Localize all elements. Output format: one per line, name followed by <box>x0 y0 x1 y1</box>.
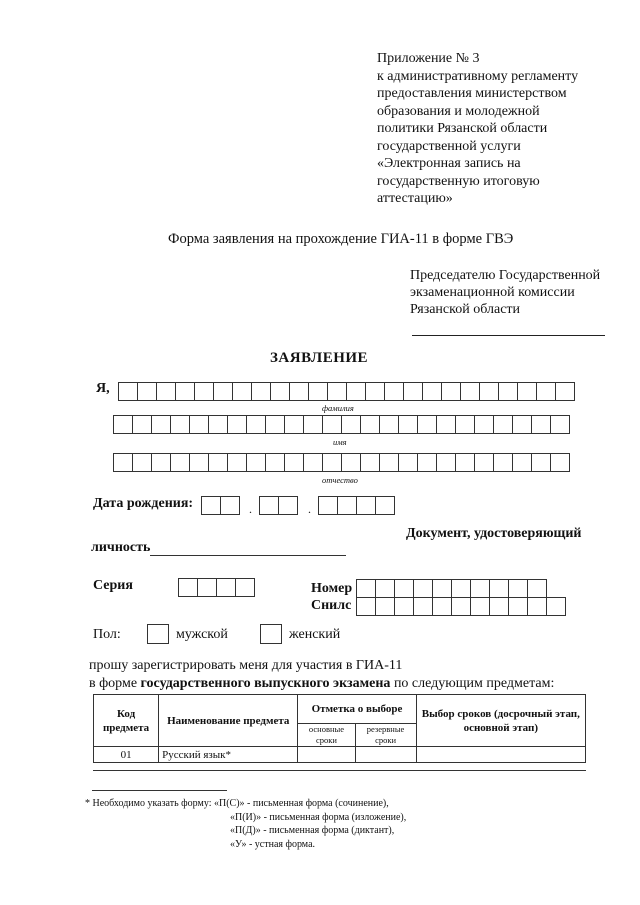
input-cell[interactable] <box>216 578 236 597</box>
appendix-line: образования и молодежной <box>377 103 540 119</box>
document-input-line[interactable] <box>150 555 346 556</box>
input-cell[interactable] <box>246 453 266 472</box>
row-code: 01 <box>94 747 159 763</box>
row-reserve-mark[interactable] <box>355 747 416 763</box>
input-cell[interactable] <box>546 597 566 616</box>
input-cell[interactable] <box>360 415 380 434</box>
input-cell[interactable] <box>170 415 190 434</box>
input-cell[interactable] <box>451 597 471 616</box>
snils-cells[interactable] <box>356 597 565 616</box>
document-label: Документ, удостоверяющий <box>406 526 582 541</box>
input-cell[interactable] <box>417 453 437 472</box>
input-cell[interactable] <box>132 415 152 434</box>
surname-cells[interactable] <box>118 382 574 401</box>
input-cell[interactable] <box>156 382 176 401</box>
series-cells[interactable] <box>178 578 254 597</box>
input-cell[interactable] <box>151 453 171 472</box>
input-cell[interactable] <box>246 415 266 434</box>
input-cell[interactable] <box>227 453 247 472</box>
surname-caption: фамилия <box>322 403 354 413</box>
input-cell[interactable] <box>508 597 528 616</box>
input-cell[interactable] <box>113 415 133 434</box>
input-cell[interactable] <box>356 579 376 598</box>
input-cell[interactable] <box>265 415 285 434</box>
request-line-2 <box>89 676 554 692</box>
input-cell[interactable] <box>278 496 298 515</box>
appendix-line: государственной услуги <box>377 138 521 154</box>
birth-sep: . <box>249 502 252 516</box>
addressee-line: Председателю Государственной <box>410 268 601 283</box>
female-checkbox[interactable] <box>260 624 282 644</box>
appendix-header <box>377 50 617 208</box>
input-cell[interactable] <box>474 415 494 434</box>
input-cell[interactable] <box>489 597 509 616</box>
input-cell[interactable] <box>413 597 433 616</box>
input-cell[interactable] <box>197 578 217 597</box>
female-label: женский <box>289 627 341 642</box>
request-exam-type: государственного выпускного экзамена <box>140 676 391 691</box>
input-cell[interactable] <box>189 453 209 472</box>
appendix-line: Приложение № 3 <box>377 51 480 66</box>
input-cell[interactable] <box>403 382 423 401</box>
footnote-line: «П(Д)» - письменная форма (диктант), <box>230 825 395 836</box>
input-cell[interactable] <box>398 453 418 472</box>
input-cell[interactable] <box>194 382 214 401</box>
input-cell[interactable] <box>441 382 461 401</box>
patronymic-cells[interactable] <box>113 453 569 472</box>
input-cell[interactable] <box>265 453 285 472</box>
row-subject-name: Русский язык* <box>159 747 298 763</box>
footnote-line: «У» - устная форма. <box>230 838 316 850</box>
input-cell[interactable] <box>375 597 395 616</box>
col-reserve-header: резервные сроки <box>355 724 416 747</box>
input-cell[interactable] <box>455 453 475 472</box>
input-cell[interactable] <box>417 415 437 434</box>
input-cell[interactable] <box>555 382 575 401</box>
input-cell[interactable] <box>550 415 570 434</box>
input-cell[interactable] <box>341 453 361 472</box>
input-cell[interactable] <box>113 453 133 472</box>
appendix-line: «Электронная запись на <box>377 156 521 171</box>
input-cell[interactable] <box>422 382 442 401</box>
male-checkbox[interactable] <box>147 624 169 644</box>
input-cell[interactable] <box>322 453 342 472</box>
input-cell[interactable] <box>251 382 271 401</box>
input-cell[interactable] <box>132 453 152 472</box>
input-cell[interactable] <box>356 496 376 515</box>
input-cell[interactable] <box>303 415 323 434</box>
input-cell[interactable] <box>432 597 452 616</box>
col-code-header: Код предмета <box>94 695 159 747</box>
input-cell[interactable] <box>379 453 399 472</box>
input-cell[interactable] <box>259 496 279 515</box>
document-heading: ЗАЯВЛЕНИЕ <box>270 350 369 366</box>
input-cell[interactable] <box>356 597 376 616</box>
input-cell[interactable] <box>455 415 475 434</box>
input-cell[interactable] <box>531 453 551 472</box>
input-cell[interactable] <box>527 597 547 616</box>
input-cell[interactable] <box>208 415 228 434</box>
snils-label: Снилс <box>311 598 352 613</box>
row-main-mark[interactable] <box>298 747 355 763</box>
appendix-line: к административному регламенту <box>377 68 579 84</box>
input-cell[interactable] <box>201 496 221 515</box>
input-cell[interactable] <box>346 382 366 401</box>
col-terms-header: Выбор сроков (досрочный этап, основной этап) <box>416 695 585 747</box>
input-cell[interactable] <box>151 415 171 434</box>
input-cell[interactable] <box>512 415 532 434</box>
input-cell[interactable] <box>531 415 551 434</box>
birth-date-label: Дата рождения: <box>93 496 194 511</box>
input-cell[interactable] <box>527 579 547 598</box>
input-cell[interactable] <box>479 382 499 401</box>
input-cell[interactable] <box>284 453 304 472</box>
input-cell[interactable] <box>508 579 528 598</box>
input-cell[interactable] <box>208 453 228 472</box>
input-cell[interactable] <box>512 453 532 472</box>
patronymic-caption: отчество <box>322 475 358 485</box>
input-cell[interactable] <box>493 453 513 472</box>
input-cell[interactable] <box>394 579 414 598</box>
series-label: Серия <box>93 578 133 593</box>
input-cell[interactable] <box>327 382 347 401</box>
birth-year-cells[interactable] <box>318 496 394 515</box>
input-cell[interactable] <box>493 415 513 434</box>
table-bottom-rule <box>93 770 586 771</box>
input-cell[interactable] <box>451 579 471 598</box>
input-cell[interactable] <box>436 453 456 472</box>
input-cell[interactable] <box>137 382 157 401</box>
input-cell[interactable] <box>303 453 323 472</box>
input-cell[interactable] <box>337 496 357 515</box>
input-cell[interactable] <box>235 578 255 597</box>
input-cell[interactable] <box>170 453 190 472</box>
input-cell[interactable] <box>322 415 342 434</box>
input-cell[interactable] <box>470 579 490 598</box>
birth-day-cells[interactable] <box>201 496 239 515</box>
footnote <box>85 797 406 851</box>
input-cell[interactable] <box>289 382 309 401</box>
input-cell[interactable] <box>536 382 556 401</box>
addressee-line: экзаменационной комиссии <box>410 285 575 300</box>
input-cell[interactable] <box>375 496 395 515</box>
subjects-table <box>93 694 586 763</box>
col-name-header: Наименование предмета <box>159 695 298 747</box>
appendix-line: государственную итоговую <box>377 173 540 189</box>
footnote-line: * Необходимо указать форму: «П(С)» - письменная форма (сочинение), <box>85 798 389 809</box>
request-suffix: по следующим предметам: <box>390 676 555 691</box>
input-cell[interactable] <box>360 453 380 472</box>
document-label-cont: личность <box>91 540 151 555</box>
input-cell[interactable] <box>398 415 418 434</box>
input-cell[interactable] <box>517 382 537 401</box>
input-cell[interactable] <box>413 579 433 598</box>
input-cell[interactable] <box>384 382 404 401</box>
input-cell[interactable] <box>375 579 395 598</box>
input-cell[interactable] <box>460 382 480 401</box>
birth-month-cells[interactable] <box>259 496 297 515</box>
input-cell[interactable] <box>474 453 494 472</box>
input-cell[interactable] <box>270 382 290 401</box>
request-line-1: прошу зарегистрировать меня для участия в ГИА-11 <box>89 658 403 673</box>
input-cell[interactable] <box>394 597 414 616</box>
form-title: Форма заявления на прохождение ГИА-11 в форме ГВЭ <box>168 231 514 247</box>
input-cell[interactable] <box>308 382 328 401</box>
input-cell[interactable] <box>365 382 385 401</box>
row-terms[interactable] <box>416 747 585 763</box>
table-row <box>94 747 586 763</box>
input-cell[interactable] <box>379 415 399 434</box>
input-cell[interactable] <box>489 579 509 598</box>
ya-label: Я, <box>96 381 110 396</box>
input-cell[interactable] <box>436 415 456 434</box>
input-cell[interactable] <box>550 453 570 472</box>
input-cell[interactable] <box>189 415 209 434</box>
input-cell[interactable] <box>220 496 240 515</box>
input-cell[interactable] <box>178 578 198 597</box>
col-main-header: основные сроки <box>298 724 355 747</box>
request-prefix: в форме <box>89 676 141 691</box>
col-mark-header: Отметка о выборе <box>298 695 416 724</box>
input-cell[interactable] <box>284 415 304 434</box>
appendix-line: политики Рязанской области <box>377 121 548 136</box>
footnote-line: «П(И)» - письменная форма (изложение), <box>230 811 407 823</box>
input-cell[interactable] <box>118 382 138 401</box>
number-label: Номер <box>311 581 353 596</box>
input-cell[interactable] <box>175 382 195 401</box>
input-cell[interactable] <box>213 382 233 401</box>
name-caption: имя <box>333 437 347 447</box>
input-cell[interactable] <box>470 597 490 616</box>
input-cell[interactable] <box>341 415 361 434</box>
gender-label: Пол: <box>93 627 121 642</box>
addressee-line: Рязанской области <box>410 302 521 317</box>
appendix-line: аттестацию» <box>377 191 453 206</box>
addressee <box>410 267 620 318</box>
male-label: мужской <box>176 627 228 642</box>
footnote-separator <box>92 790 227 791</box>
birth-sep: . <box>308 502 311 516</box>
name-cells[interactable] <box>113 415 569 434</box>
input-cell[interactable] <box>318 496 338 515</box>
input-cell[interactable] <box>227 415 247 434</box>
addressee-name-line[interactable] <box>412 335 605 336</box>
input-cell[interactable] <box>432 579 452 598</box>
number-cells[interactable] <box>356 579 546 598</box>
input-cell[interactable] <box>498 382 518 401</box>
input-cell[interactable] <box>232 382 252 401</box>
appendix-line: предоставления министерством <box>377 86 567 101</box>
